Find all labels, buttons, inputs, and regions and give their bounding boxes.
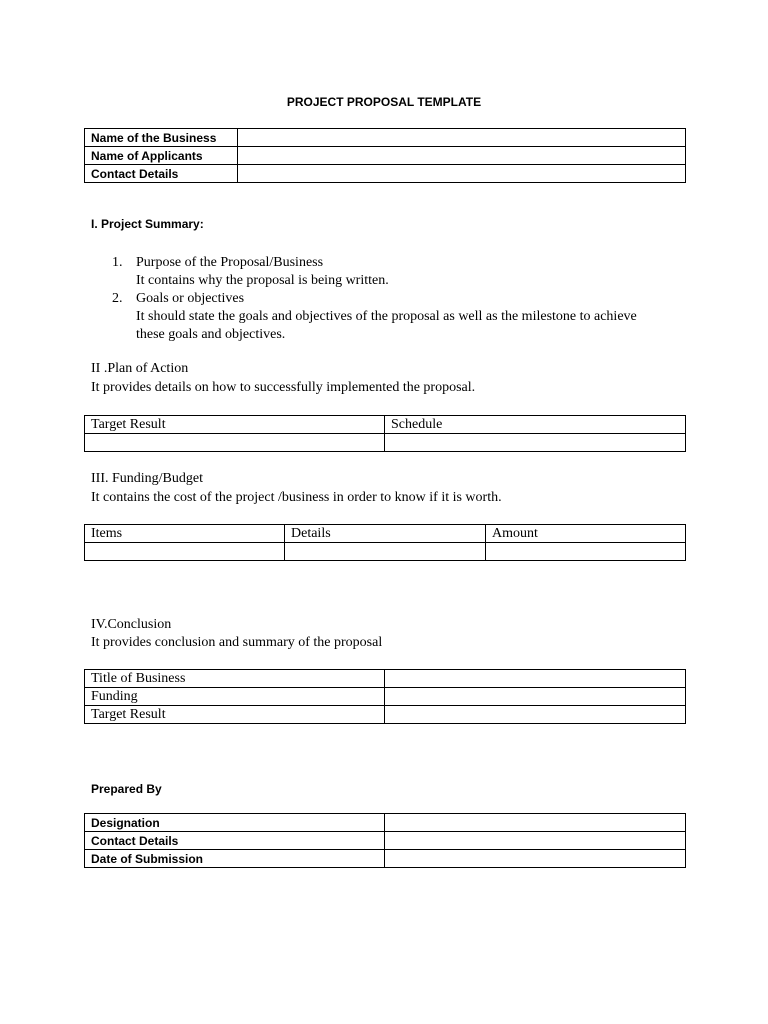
conclusion-heading: IV.Conclusion bbox=[91, 617, 172, 632]
prepared-contact-details-field[interactable] bbox=[385, 832, 686, 850]
project-summary-list bbox=[108, 254, 708, 344]
list-item bbox=[108, 290, 708, 344]
business-name-label: Name of the Business bbox=[85, 129, 238, 147]
target-result-label: Target Result bbox=[85, 706, 385, 724]
list-item-description: It should state the goals and objectives of the proposal as well as the milestone to achieve bbox=[136, 309, 637, 324]
funding-budget-description: It contains the cost of the project /business in order to know if it is worth. bbox=[91, 490, 502, 505]
table-row bbox=[85, 434, 686, 452]
funding-label: Funding bbox=[85, 688, 385, 706]
funding-field[interactable] bbox=[385, 688, 686, 706]
table-row bbox=[85, 706, 686, 724]
conclusion-table bbox=[84, 669, 686, 724]
table-row bbox=[85, 850, 686, 868]
date-of-submission-label: Date of Submission bbox=[85, 850, 385, 868]
prepared-contact-details-label: Contact Details bbox=[85, 832, 385, 850]
table-row bbox=[85, 147, 686, 165]
schedule-cell[interactable] bbox=[385, 434, 686, 452]
details-cell[interactable] bbox=[285, 543, 486, 561]
list-item bbox=[108, 254, 708, 290]
date-of-submission-field[interactable] bbox=[385, 850, 686, 868]
list-item-description-continued: these goals and objectives. bbox=[136, 327, 286, 342]
amount-cell[interactable] bbox=[486, 543, 686, 561]
table-row bbox=[85, 670, 686, 688]
document-title: PROJECT PROPOSAL TEMPLATE bbox=[286, 95, 482, 109]
designation-field[interactable] bbox=[385, 814, 686, 832]
table-row bbox=[85, 814, 686, 832]
funding-budget-table bbox=[84, 524, 686, 561]
prepared-by-table bbox=[84, 813, 686, 868]
amount-header: Amount bbox=[486, 525, 686, 543]
table-row bbox=[85, 543, 686, 561]
target-result-header: Target Result bbox=[85, 416, 385, 434]
table-row bbox=[85, 165, 686, 183]
designation-label: Designation bbox=[85, 814, 385, 832]
project-summary-heading: I. Project Summary: bbox=[91, 217, 204, 231]
table-row bbox=[85, 688, 686, 706]
list-item-title: Purpose of the Proposal/Business bbox=[136, 255, 324, 270]
business-info-table bbox=[84, 128, 686, 183]
target-result-field[interactable] bbox=[385, 706, 686, 724]
schedule-header: Schedule bbox=[385, 416, 686, 434]
target-result-cell[interactable] bbox=[85, 434, 385, 452]
table-row bbox=[85, 129, 686, 147]
plan-of-action-description: It provides details on how to successfully implemented the proposal. bbox=[91, 380, 476, 395]
contact-details-field[interactable] bbox=[238, 165, 686, 183]
list-item-number: 2. bbox=[112, 291, 123, 306]
table-row bbox=[85, 832, 686, 850]
list-item-description: It contains why the proposal is being written. bbox=[136, 273, 389, 288]
title-of-business-field[interactable] bbox=[385, 670, 686, 688]
business-name-field[interactable] bbox=[238, 129, 686, 147]
plan-of-action-heading: II .Plan of Action bbox=[91, 361, 189, 376]
table-header-row bbox=[85, 416, 686, 434]
items-cell[interactable] bbox=[85, 543, 285, 561]
list-item-number: 1. bbox=[112, 255, 123, 270]
conclusion-description: It provides conclusion and summary of the proposal bbox=[91, 635, 383, 650]
applicants-field[interactable] bbox=[238, 147, 686, 165]
contact-details-label: Contact Details bbox=[85, 165, 238, 183]
details-header: Details bbox=[285, 525, 486, 543]
funding-budget-heading: III. Funding/Budget bbox=[91, 471, 203, 486]
title-of-business-label: Title of Business bbox=[85, 670, 385, 688]
list-item-title: Goals or objectives bbox=[136, 291, 245, 306]
plan-of-action-table bbox=[84, 415, 686, 452]
items-header: Items bbox=[85, 525, 285, 543]
applicants-label: Name of Applicants bbox=[85, 147, 238, 165]
table-header-row bbox=[85, 525, 686, 543]
prepared-by-heading: Prepared By bbox=[91, 782, 162, 796]
